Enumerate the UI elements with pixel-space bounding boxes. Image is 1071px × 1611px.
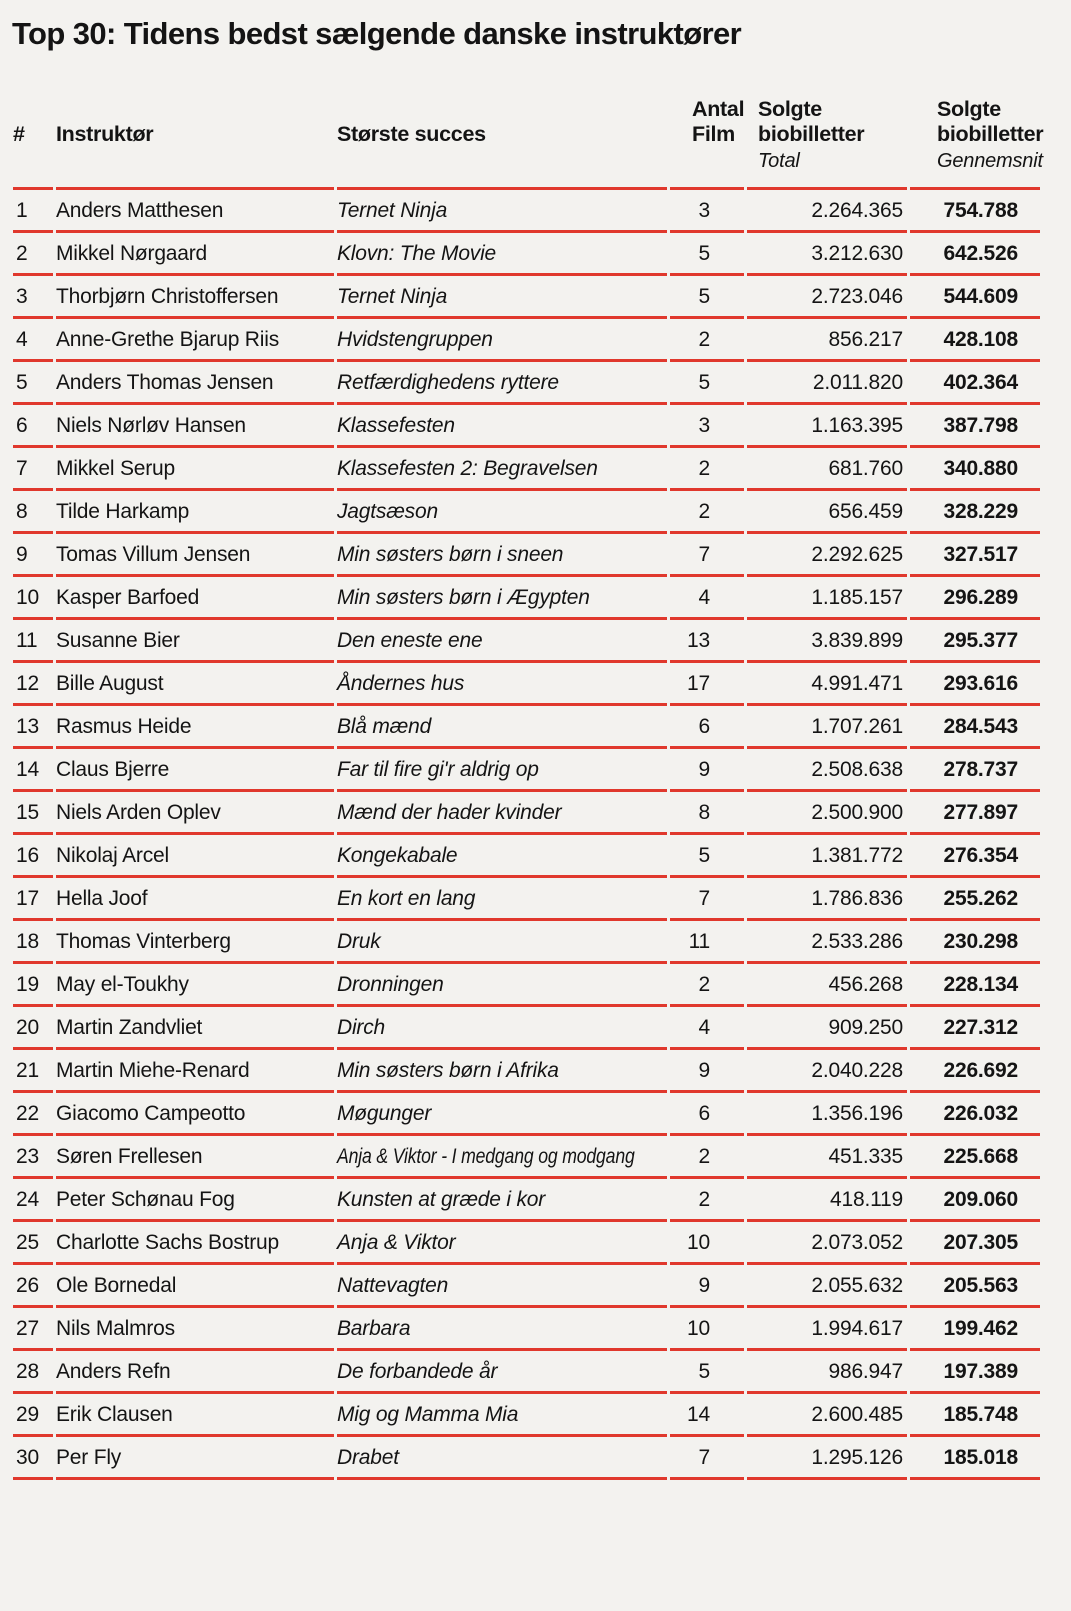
biggest-success-cell (337, 706, 667, 749)
avg-tickets-cell: 230.298 (910, 921, 1040, 964)
biggest-success-cell (337, 1394, 667, 1437)
film-title: Min søsters børn i Ægypten (337, 585, 590, 609)
film-count-cell: 17 (670, 663, 744, 706)
biggest-success-cell (337, 276, 667, 319)
film-count-cell: 4 (670, 577, 744, 620)
table-row (13, 1222, 1040, 1265)
header-film-count-line2: Film (692, 122, 735, 146)
rank-cell: 24 (13, 1179, 53, 1222)
total-tickets-cell: 2.500.900 (747, 792, 907, 835)
rank-cell: 4 (13, 319, 53, 362)
total-tickets-cell: 1.707.261 (747, 706, 907, 749)
rank-cell: 25 (13, 1222, 53, 1265)
film-count-cell: 5 (670, 276, 744, 319)
film-count-cell: 5 (670, 835, 744, 878)
avg-tickets-cell: 544.609 (910, 276, 1040, 319)
rank-cell: 3 (13, 276, 53, 319)
total-tickets-cell: 3.839.899 (747, 620, 907, 663)
director-cell: Peter Schønau Fog (56, 1179, 334, 1222)
film-title: Anja & Viktor - I medgang og modgang (337, 1144, 635, 1168)
total-tickets-cell: 1.356.196 (747, 1093, 907, 1136)
film-title: Min søsters børn i sneen (337, 542, 564, 566)
film-count-cell: 5 (670, 233, 744, 276)
table-row (13, 405, 1040, 448)
film-title: Far til fire gi'r aldrig op (337, 757, 539, 781)
table-row (13, 491, 1040, 534)
rank-cell: 29 (13, 1394, 53, 1437)
rank-cell: 20 (13, 1007, 53, 1050)
table-body (13, 190, 1040, 1480)
film-title: Åndernes hus (337, 671, 465, 695)
biggest-success-cell (337, 1179, 667, 1222)
table-header (13, 52, 1044, 190)
table-row (13, 878, 1040, 921)
biggest-success-cell (337, 1437, 667, 1480)
biggest-success-cell (337, 534, 667, 577)
table-row (13, 1394, 1040, 1437)
total-tickets-cell: 856.217 (747, 319, 907, 362)
total-tickets-cell: 1.381.772 (747, 835, 907, 878)
biggest-success-cell (337, 1308, 667, 1351)
avg-tickets-cell: 754.788 (910, 190, 1040, 233)
biggest-success-cell (337, 620, 667, 663)
total-tickets-cell: 1.786.836 (747, 878, 907, 921)
biggest-success-cell (337, 491, 667, 534)
film-count-cell: 2 (670, 319, 744, 362)
table-row (13, 706, 1040, 749)
total-tickets-cell: 2.055.632 (747, 1265, 907, 1308)
rank-cell: 10 (13, 577, 53, 620)
director-cell: Claus Bjerre (56, 749, 334, 792)
film-title: Blå mænd (337, 714, 432, 738)
total-tickets-cell: 3.212.630 (747, 233, 907, 276)
total-tickets-cell: 4.991.471 (747, 663, 907, 706)
header-average-tickets-line1: Solgte (937, 97, 1001, 121)
biggest-success-cell (337, 964, 667, 1007)
header-director-subspacer (56, 149, 334, 173)
total-tickets-cell: 2.264.365 (747, 190, 907, 233)
film-count-cell: 2 (670, 491, 744, 534)
rank-cell: 16 (13, 835, 53, 878)
film-count-cell: 7 (670, 1437, 744, 1480)
director-cell: Thorbjørn Christoffersen (56, 276, 334, 319)
film-title: Klovn: The Movie (337, 241, 497, 265)
director-cell: Ole Bornedal (56, 1265, 334, 1308)
avg-tickets-cell: 228.134 (910, 964, 1040, 1007)
film-count-cell: 4 (670, 1007, 744, 1050)
rank-cell: 7 (13, 448, 53, 491)
avg-tickets-cell: 255.262 (910, 878, 1040, 921)
biggest-success-cell (337, 448, 667, 491)
header-average-tickets-sublabel: Gennemsnit (937, 150, 1043, 172)
rank-cell: 6 (13, 405, 53, 448)
director-cell: Tilde Harkamp (56, 491, 334, 534)
table-row (13, 1179, 1040, 1222)
director-cell: Rasmus Heide (56, 706, 334, 749)
avg-tickets-cell: 197.389 (910, 1351, 1040, 1394)
table-row (13, 1351, 1040, 1394)
table-row (13, 190, 1040, 233)
film-title: Klassefesten 2: Begravelsen (337, 456, 598, 480)
table-row (13, 448, 1040, 491)
biggest-success-cell (337, 577, 667, 620)
header-biggest-success-label: Største succes (337, 122, 486, 146)
total-tickets-cell: 909.250 (747, 1007, 907, 1050)
header-total-tickets-sublabel: Total (758, 150, 800, 172)
biggest-success-cell (337, 1351, 667, 1394)
biggest-success-cell (337, 921, 667, 964)
rank-cell: 15 (13, 792, 53, 835)
table-row (13, 921, 1040, 964)
table-row (13, 964, 1040, 1007)
total-tickets-cell: 1.994.617 (747, 1308, 907, 1351)
header-rank (13, 52, 53, 190)
film-title: Jagtsæson (337, 499, 438, 523)
total-tickets-cell: 1.295.126 (747, 1437, 907, 1480)
film-count-cell: 2 (670, 964, 744, 1007)
avg-tickets-cell: 225.668 (910, 1136, 1040, 1179)
film-count-cell: 5 (670, 1351, 744, 1394)
film-title: Den eneste ene (337, 628, 483, 652)
director-cell: Nikolaj Arcel (56, 835, 334, 878)
film-count-cell: 3 (670, 190, 744, 233)
avg-tickets-cell: 226.692 (910, 1050, 1040, 1093)
film-title: Kongekabale (337, 843, 458, 867)
director-cell: Thomas Vinterberg (56, 921, 334, 964)
director-cell: Nils Malmros (56, 1308, 334, 1351)
biggest-success-cell (337, 362, 667, 405)
rank-cell: 27 (13, 1308, 53, 1351)
rank-cell: 28 (13, 1351, 53, 1394)
total-tickets-cell: 2.011.820 (747, 362, 907, 405)
header-average-tickets (910, 52, 1044, 190)
film-count-cell: 8 (670, 792, 744, 835)
film-count-cell: 10 (670, 1222, 744, 1265)
rank-cell: 19 (13, 964, 53, 1007)
director-cell: Erik Clausen (56, 1394, 334, 1437)
rank-cell: 23 (13, 1136, 53, 1179)
avg-tickets-cell: 428.108 (910, 319, 1040, 362)
header-total-tickets-line1: Solgte (758, 97, 822, 121)
header-biggest-success-subspacer (337, 149, 667, 173)
total-tickets-cell: 456.268 (747, 964, 907, 1007)
rank-cell: 2 (13, 233, 53, 276)
director-cell: Susanne Bier (56, 620, 334, 663)
avg-tickets-cell: 199.462 (910, 1308, 1040, 1351)
total-tickets-cell: 1.185.157 (747, 577, 907, 620)
film-count-cell: 2 (670, 1179, 744, 1222)
biggest-success-cell (337, 1007, 667, 1050)
film-title: Møgunger (337, 1101, 432, 1125)
director-cell: Martin Miehe-Renard (56, 1050, 334, 1093)
rank-cell: 12 (13, 663, 53, 706)
director-cell: Anne-Grethe Bjarup Riis (56, 319, 334, 362)
header-rank-subspacer (13, 149, 53, 173)
avg-tickets-cell: 278.737 (910, 749, 1040, 792)
director-cell: Kasper Barfoed (56, 577, 334, 620)
total-tickets-cell: 2.723.046 (747, 276, 907, 319)
director-cell: Niels Nørløv Hansen (56, 405, 334, 448)
film-count-cell: 10 (670, 1308, 744, 1351)
rank-cell: 5 (13, 362, 53, 405)
film-title: Drabet (337, 1445, 399, 1469)
total-tickets-cell: 451.335 (747, 1136, 907, 1179)
table-row (13, 1136, 1040, 1179)
director-cell: Niels Arden Oplev (56, 792, 334, 835)
director-cell: Giacomo Campeotto (56, 1093, 334, 1136)
director-cell: Martin Zandvliet (56, 1007, 334, 1050)
film-count-cell: 6 (670, 706, 744, 749)
table-row (13, 663, 1040, 706)
avg-tickets-cell: 209.060 (910, 1179, 1040, 1222)
rank-cell: 21 (13, 1050, 53, 1093)
rank-cell: 14 (13, 749, 53, 792)
avg-tickets-cell: 387.798 (910, 405, 1040, 448)
director-cell: Mikkel Nørgaard (56, 233, 334, 276)
director-cell: Per Fly (56, 1437, 334, 1480)
header-film-count-subspacer (692, 149, 744, 173)
table-row (13, 577, 1040, 620)
header-director-label: Instruktør (56, 122, 154, 146)
avg-tickets-cell: 327.517 (910, 534, 1040, 577)
avg-tickets-cell: 185.748 (910, 1394, 1040, 1437)
total-tickets-cell: 2.533.286 (747, 921, 907, 964)
film-title: Druk (337, 929, 381, 953)
table-row (13, 1265, 1040, 1308)
rank-cell: 9 (13, 534, 53, 577)
director-cell: Mikkel Serup (56, 448, 334, 491)
director-cell: Bille August (56, 663, 334, 706)
director-cell: Søren Frellesen (56, 1136, 334, 1179)
film-count-cell: 7 (670, 534, 744, 577)
biggest-success-cell (337, 190, 667, 233)
table-row (13, 276, 1040, 319)
total-tickets-cell: 656.459 (747, 491, 907, 534)
biggest-success-cell (337, 1136, 667, 1179)
film-title: En kort en lang (337, 886, 476, 910)
table-row (13, 620, 1040, 663)
film-title: Anja & Viktor (337, 1230, 456, 1254)
film-count-cell: 13 (670, 620, 744, 663)
avg-tickets-cell: 207.305 (910, 1222, 1040, 1265)
biggest-success-cell (337, 1265, 667, 1308)
avg-tickets-cell: 293.616 (910, 663, 1040, 706)
film-count-cell: 2 (670, 448, 744, 491)
total-tickets-cell: 418.119 (747, 1179, 907, 1222)
director-cell: Tomas Villum Jensen (56, 534, 334, 577)
avg-tickets-cell: 284.543 (910, 706, 1040, 749)
total-tickets-cell: 2.600.485 (747, 1394, 907, 1437)
table-row (13, 233, 1040, 276)
table-row (13, 362, 1040, 405)
avg-tickets-cell: 295.377 (910, 620, 1040, 663)
film-count-cell: 9 (670, 749, 744, 792)
director-cell: Anders Thomas Jensen (56, 362, 334, 405)
rank-cell: 11 (13, 620, 53, 663)
biggest-success-cell (337, 792, 667, 835)
director-cell: Anders Refn (56, 1351, 334, 1394)
film-title: Retfærdighedens ryttere (337, 370, 559, 394)
biggest-success-cell (337, 1093, 667, 1136)
table-row (13, 1007, 1040, 1050)
film-title: Dronningen (337, 972, 444, 996)
avg-tickets-cell: 227.312 (910, 1007, 1040, 1050)
film-title: Mænd der hader kvinder (337, 800, 562, 824)
avg-tickets-cell: 642.526 (910, 233, 1040, 276)
director-cell: May el-Toukhy (56, 964, 334, 1007)
table-row (13, 534, 1040, 577)
biggest-success-cell (337, 233, 667, 276)
biggest-success-cell (337, 405, 667, 448)
header-director (56, 52, 334, 190)
film-title: Mig og Mamma Mia (337, 1402, 519, 1426)
rank-cell: 17 (13, 878, 53, 921)
header-total-tickets-line2: biobilletter (758, 122, 865, 146)
table-row (13, 792, 1040, 835)
table-row (13, 1093, 1040, 1136)
header-rank-label: # (13, 122, 25, 146)
biggest-success-cell (337, 663, 667, 706)
avg-tickets-cell: 328.229 (910, 491, 1040, 534)
total-tickets-cell: 681.760 (747, 448, 907, 491)
rank-cell: 8 (13, 491, 53, 534)
rank-cell: 13 (13, 706, 53, 749)
rank-cell: 1 (13, 190, 53, 233)
film-count-cell: 3 (670, 405, 744, 448)
director-cell: Hella Joof (56, 878, 334, 921)
rank-cell: 30 (13, 1437, 53, 1480)
film-title: Klassefesten (337, 413, 455, 437)
film-title: Nattevagten (337, 1273, 449, 1297)
header-biggest-success (337, 52, 667, 190)
total-tickets-cell: 2.292.625 (747, 534, 907, 577)
avg-tickets-cell: 276.354 (910, 835, 1040, 878)
film-title: Dirch (337, 1015, 386, 1039)
page-title: Top 30: Tidens bedst sælgende danske instruktører (12, 16, 742, 51)
film-title: Barbara (337, 1316, 411, 1340)
film-title: Ternet Ninja (337, 198, 448, 222)
table-row (13, 1050, 1040, 1093)
table-row (13, 835, 1040, 878)
total-tickets-cell: 1.163.395 (747, 405, 907, 448)
rank-cell: 22 (13, 1093, 53, 1136)
biggest-success-cell (337, 1222, 667, 1265)
biggest-success-cell (337, 835, 667, 878)
table-row (13, 1308, 1040, 1351)
total-tickets-cell: 2.508.638 (747, 749, 907, 792)
biggest-success-cell (337, 749, 667, 792)
table-row (13, 749, 1040, 792)
total-tickets-cell: 2.073.052 (747, 1222, 907, 1265)
total-tickets-cell: 986.947 (747, 1351, 907, 1394)
director-cell: Anders Matthesen (56, 190, 334, 233)
table-row (13, 319, 1040, 362)
film-count-cell: 5 (670, 362, 744, 405)
film-title: Kunsten at græde i kor (337, 1187, 546, 1211)
table-row (13, 1437, 1040, 1480)
film-count-cell: 2 (670, 1136, 744, 1179)
biggest-success-cell (337, 878, 667, 921)
avg-tickets-cell: 205.563 (910, 1265, 1040, 1308)
rank-cell: 18 (13, 921, 53, 964)
film-count-cell: 11 (670, 921, 744, 964)
film-title: Hvidstengruppen (337, 327, 493, 351)
avg-tickets-cell: 226.032 (910, 1093, 1040, 1136)
header-average-tickets-line2: biobilletter (937, 122, 1044, 146)
biggest-success-cell (337, 1050, 667, 1093)
film-title: Ternet Ninja (337, 284, 448, 308)
film-title: Min søsters børn i Afrika (337, 1058, 559, 1082)
film-count-cell: 7 (670, 878, 744, 921)
header-total-tickets (747, 52, 907, 190)
avg-tickets-cell: 296.289 (910, 577, 1040, 620)
rank-cell: 26 (13, 1265, 53, 1308)
header-film-count-line1: Antal (692, 97, 745, 121)
director-cell: Charlotte Sachs Bostrup (56, 1222, 334, 1265)
avg-tickets-cell: 185.018 (910, 1437, 1040, 1480)
biggest-success-cell (337, 319, 667, 362)
avg-tickets-cell: 277.897 (910, 792, 1040, 835)
film-count-cell: 9 (670, 1265, 744, 1308)
film-count-cell: 6 (670, 1093, 744, 1136)
avg-tickets-cell: 340.880 (910, 448, 1040, 491)
film-count-cell: 14 (670, 1394, 744, 1437)
avg-tickets-cell: 402.364 (910, 362, 1040, 405)
film-count-cell: 9 (670, 1050, 744, 1093)
directors-ranking-table (10, 52, 1043, 1480)
film-title: De forbandede år (337, 1359, 498, 1383)
header-film-count (670, 52, 744, 190)
total-tickets-cell: 2.040.228 (747, 1050, 907, 1093)
